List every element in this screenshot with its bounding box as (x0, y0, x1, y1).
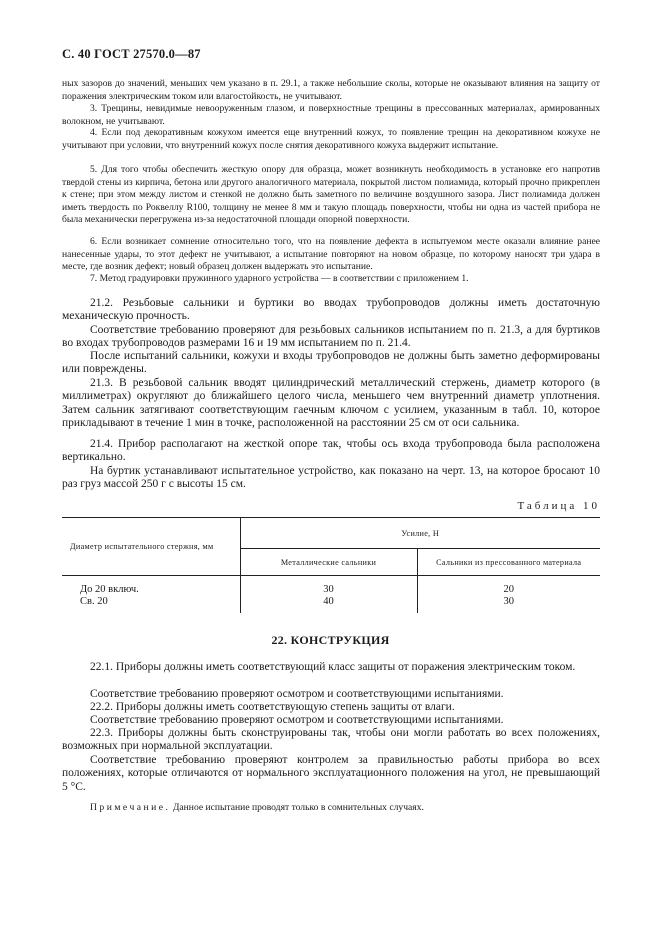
column-header-force: Усилие, Н (240, 518, 600, 549)
clause-22-3: 22.3. Приборы должны быть сконструированы так, чтобы они могли работать во всех положениях, возможных при нормальной эксплуатации. (62, 727, 600, 753)
cell-pressed-2: 30 (503, 596, 514, 607)
clause-22-3-verification: Соответствие требованию проверяют контролем за правильностью работы прибора во всех положениях, которые отличаются от нормального эксплуатационного положения на угол, не превышающий 5 °С. (62, 754, 600, 793)
cell-diameter-2: Св. 20 (80, 596, 108, 607)
note-text: Данное испытание проводят только в сомнительных случаях. (170, 802, 424, 813)
clause-21-3: 21.3. В резьбовой сальник вводят цилиндрический металлический стержень, диаметр которого (в миллиметрах) округляют до ближайшего целого числа, меньшего чем внутренний диаметр уплотнения. Затем сальник затягивают соответствующим гаечным ключом с усилием, указанным в табл. 10, которое прикладывают в течение 1 мин в точке, расположенной на расстоянии 25 см от оси сальника. (62, 377, 600, 430)
clause-22-2-verification: Соответствие требованию проверяют осмотром и соответствующими испытаниями. (90, 714, 504, 726)
clause-21-2: 21.2. Резьбовые сальники и буртики во вводах трубопроводов должны иметь достаточную механическую прочность. (62, 297, 600, 323)
cell-metal-1: 30 (323, 584, 334, 595)
table-10 (62, 517, 600, 613)
cell-metal-2: 40 (323, 596, 334, 607)
clause-21-4: 21.4. Прибор располагают на жесткой опоре так, чтобы ось входа трубопровода была расположена вертикально. (62, 438, 600, 464)
clause-21-2-verification: Соответствие требованию проверяют для резьбовых сальников испытанием по п. 21.3, а для буртиков во входах трубопроводов размерами 16 и 19 мм испытанием по п. 21.4. (62, 324, 600, 350)
table-row (62, 576, 600, 614)
column-header-metal: Металлические сальники (240, 549, 417, 576)
cell-diameter (62, 576, 240, 614)
cell-metal (240, 576, 417, 614)
note-3: 3. Трещины, невидимые невооруженным глазом, и поверхностные трещины в прессованных материалах, армированных волокном, не учитывают. (62, 103, 600, 127)
table-caption: Таблица 10 (517, 500, 600, 512)
clause-22-2: 22.2. Приборы должны иметь соответствующую степень защиты от влаги. (90, 701, 455, 713)
cell-pressed-1: 20 (503, 584, 514, 595)
clause-22-1-verification: Соответствие требованию проверяют осмотром и соответствующими испытаниями. (90, 688, 504, 700)
cell-pressed (417, 576, 600, 614)
note-continuation: ных зазоров до значений, меньших чем указано в п. 29.1, а также небольшие сколы, которые не оказывают влияния на защиту от поражения электрическим током или влагостойкость, не учитывают. (62, 78, 600, 102)
column-header-diameter: Диаметр испытательного стержня, мм (62, 518, 240, 576)
clause-21-2-result: После испытаний сальники, кожухи и входы трубопроводов не должны быть заметно деформированы или повреждены. (62, 350, 600, 376)
note-6: 6. Если возникает сомнение относительно того, что на появление дефекта в испытуемом месте оказали влияние ранее нанесенные удары, то этот дефект не учитывают, а испытание повторяют на новом образце, по которому наносят три удара в месте, где возник дефект; новый образец должен выдержать это испытание. (62, 236, 600, 273)
note-block (62, 802, 600, 815)
column-header-pressed: Сальники из прессованного материала (417, 549, 600, 576)
clause-21-4-test: На буртик устанавливают испытательное устройство, как показано на черт. 13, на которое бросают 10 раз груз массой 250 г с высоты 15 см. (62, 465, 600, 491)
note-5: 5. Для того чтобы обеспечить жесткую опору для образца, может возникнуть необходимость в установке его напротив твердой стены из кирпича, бетона или другого аналогичного материала, покрытой листом полиамида, который прочно прикреплен к стене; при этом между листом и стенкой не должно быть заметного по величине воздушного зазора. Лист полиамида должен иметь твердость по Роквеллу R100, толщину не менее 8 мм и такую площадь поверхности, чтобы ни одна из частей прибора не была механически перегружена из-за недостаточной площади опорной поверхности. (62, 164, 600, 226)
note-label: Примечание. (90, 802, 171, 813)
section-title: 22. КОНСТРУКЦИЯ (271, 633, 390, 647)
note-4: 4. Если под декоративным кожухом имеется еще внутренний кожух, то появление трещин на декоративном кожухе не учитывают при условии, что внутренний кожух после снятия декоративного кожуха выдержит испытание. (62, 127, 600, 151)
cell-diameter-1: До 20 включ. (80, 584, 139, 595)
clause-22-1: 22.1. Приборы должны иметь соответствующий класс защиты от поражения электрическим током. (90, 661, 576, 673)
page-header: С. 40 ГОСТ 27570.0—87 (62, 47, 201, 61)
note-7: 7. Метод градуировки пружинного ударного устройства — в соответствии с приложением 1. (90, 273, 469, 284)
